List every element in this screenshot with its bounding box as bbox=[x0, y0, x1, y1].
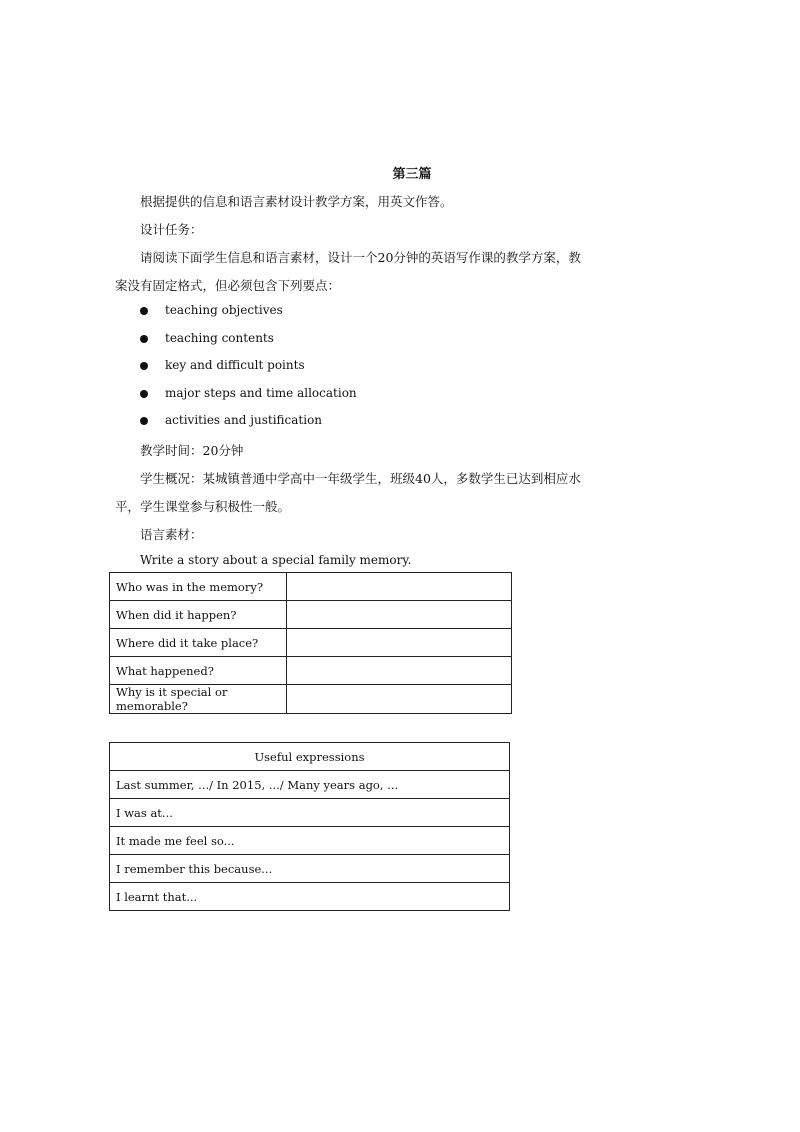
table-cell: I remember this because... bbox=[110, 855, 510, 883]
task-line-2: 案没有固定格式，但必须包含下列要点： bbox=[115, 278, 341, 293]
table-header: Useful expressions bbox=[110, 743, 510, 771]
list-item: key and difficult points bbox=[140, 358, 357, 386]
section-title: 第三篇 bbox=[392, 167, 432, 182]
table-cell: It made me feel so... bbox=[110, 827, 510, 855]
table-cell: I learnt that... bbox=[110, 883, 510, 911]
material-label: 语言素材： bbox=[140, 527, 203, 542]
table-row bbox=[110, 799, 510, 827]
writing-prompt: Write a story about a special family memory. bbox=[140, 553, 412, 567]
answer-cell bbox=[287, 573, 512, 601]
table-cell: I was at... bbox=[110, 799, 510, 827]
table-row bbox=[110, 685, 512, 714]
table-row bbox=[110, 601, 512, 629]
table-row bbox=[110, 629, 512, 657]
task-label: 设计任务： bbox=[140, 222, 203, 237]
table-row bbox=[110, 657, 512, 685]
bullet-icon bbox=[140, 335, 148, 343]
answer-cell bbox=[287, 657, 512, 685]
answer-cell bbox=[287, 685, 512, 714]
questions-table bbox=[109, 572, 512, 714]
table-cell: Why is it special or memorable? bbox=[110, 685, 287, 714]
bullet-icon bbox=[140, 307, 148, 315]
intro-text: 根据提供的信息和语言素材设计教学方案，用英文作答。 bbox=[140, 194, 453, 209]
table-cell: Where did it take place? bbox=[110, 629, 287, 657]
bullet-icon bbox=[140, 417, 148, 425]
bullet-icon bbox=[140, 390, 148, 398]
table-row bbox=[110, 827, 510, 855]
table-row bbox=[110, 883, 510, 911]
list-item: major steps and time allocation bbox=[140, 386, 357, 414]
list-item: activities and justification bbox=[140, 413, 357, 441]
table-cell: When did it happen? bbox=[110, 601, 287, 629]
answer-cell bbox=[287, 629, 512, 657]
answer-cell bbox=[287, 601, 512, 629]
student-line-2: 平，学生课堂参与积极性一般。 bbox=[115, 499, 291, 514]
list-item: teaching objectives bbox=[140, 303, 357, 331]
requirement-list bbox=[140, 303, 357, 441]
table-cell: Who was in the memory? bbox=[110, 573, 287, 601]
list-item: teaching contents bbox=[140, 331, 357, 359]
time-line: 教学时间：20分钟 bbox=[140, 443, 244, 458]
table-header-row bbox=[110, 743, 510, 771]
table-row bbox=[110, 771, 510, 799]
table-cell: What happened? bbox=[110, 657, 287, 685]
bullet-icon bbox=[140, 362, 148, 370]
task-line-1: 请阅读下面学生信息和语言素材，设计一个20分钟的英语写作课的教学方案，教 bbox=[140, 250, 581, 265]
table-cell: Last summer, .../ In 2015, .../ Many years ago, ... bbox=[110, 771, 510, 799]
table-row bbox=[110, 573, 512, 601]
table-row bbox=[110, 855, 510, 883]
student-line-1: 学生概况：某城镇普通中学高中一年级学生，班级40人，多数学生已达到相应水 bbox=[140, 471, 581, 486]
expressions-table bbox=[109, 742, 510, 911]
